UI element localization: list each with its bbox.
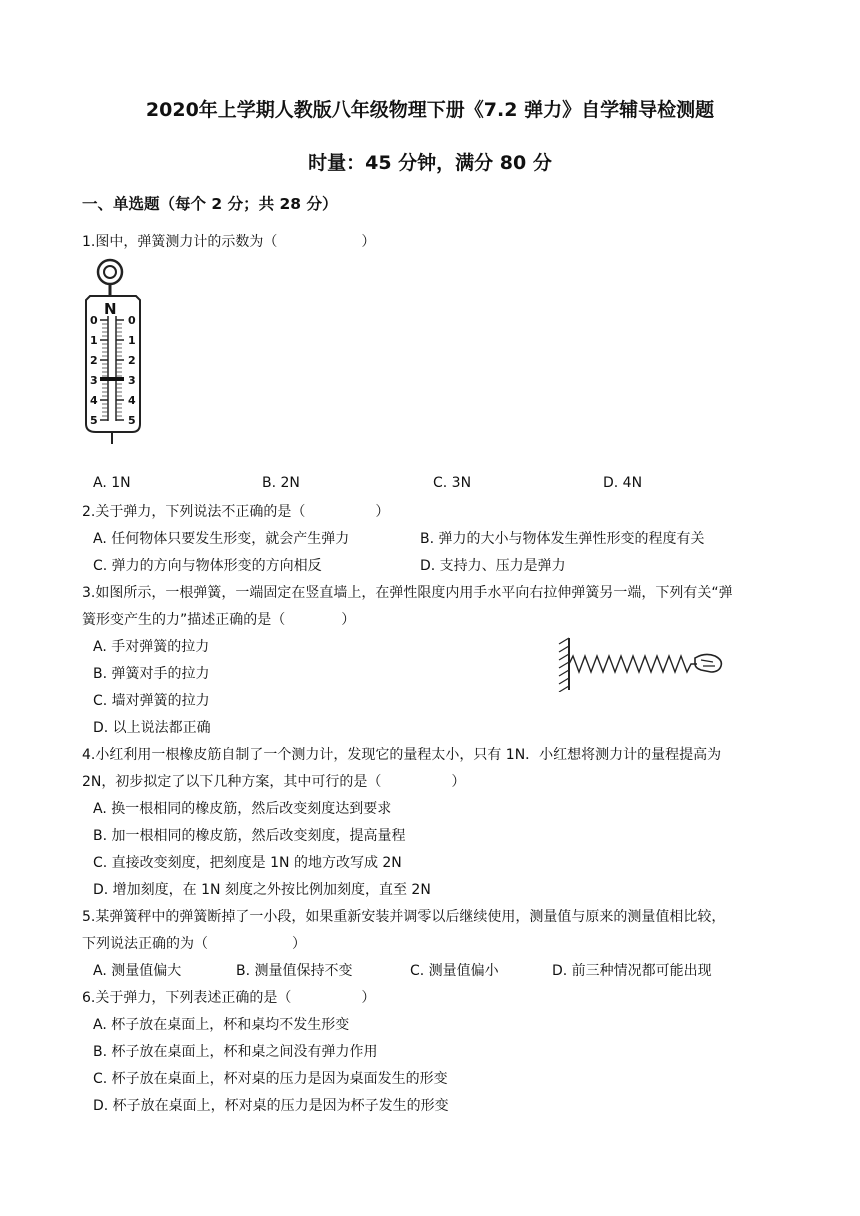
question-4-stem-line1: 4.小红利用一根橡皮筋自制了一个测力计，发现它的量程太小，只有 1N．小红想将测力计的量程提高为: [82, 747, 722, 763]
q5-option-d: D. 前三种情况都可能出现: [552, 963, 712, 979]
question-3-stem-line1: 3.如图所示，一根弹簧，一端固定在竖直墙上，在弹性限度内用手水平向右拉伸弹簧另一端，下列有关“弹: [82, 585, 733, 601]
page-title: 2020年上学期人教版八年级物理下册《7.2 弹力》自学辅导检测题: [145, 99, 715, 121]
question-3-stem-line2: 簧形变产生的力”描述正确的是（ ）: [82, 612, 356, 628]
q3-option-c: C. 墙对弹簧的拉力: [93, 693, 210, 709]
question-4-stem-line2: 2N，初步拟定了以下几种方案，其中可行的是（ ）: [82, 774, 466, 790]
q1-option-d: D. 4N: [603, 475, 643, 491]
question-6-stem: 6.关于弹力，下列表述正确的是（ ）: [82, 990, 376, 1006]
scale-tick-label-left: 3: [90, 374, 98, 387]
q6-option-d: D. 杯子放在桌面上，杯对桌的压力是因为杯子发生的形变: [93, 1098, 449, 1114]
scale-tick-label-left: 2: [90, 354, 98, 367]
scale-tick-label-right: 3: [128, 374, 136, 387]
q1-option-c: C. 3N: [433, 475, 472, 491]
scale-tick-label-left: 4: [90, 394, 98, 407]
q4-option-b: B. 加一根相同的橡皮筋，然后改变刻度，提高量程: [93, 828, 406, 844]
scale-tick-label-right: 1: [128, 334, 136, 347]
q5-option-c: C. 测量值偏小: [410, 963, 499, 979]
scale-tick-label-right: 4: [128, 394, 136, 407]
wall-spring-hand-figure: [555, 636, 725, 692]
question-5-stem-line2: 下列说法正确的为（ ）: [82, 936, 306, 952]
q5-option-b: B. 测量值保持不变: [236, 963, 353, 979]
section-heading: 一、单选题（每个 2 分；共 28 分）: [82, 195, 338, 213]
q6-option-b: B. 杯子放在桌面上，杯和桌之间没有弹力作用: [93, 1044, 378, 1060]
scale-tick-label-left: 5: [90, 414, 98, 427]
scale-tick-label-left: 0: [90, 314, 98, 327]
q2-option-c: C. 弹力的方向与物体形变的方向相反: [93, 558, 322, 574]
q2-option-d: D. 支持力、压力是弹力: [420, 558, 566, 574]
q5-option-a: A. 测量值偏大: [93, 963, 182, 979]
q3-option-b: B. 弹簧对手的拉力: [93, 666, 210, 682]
q3-option-a: A. 手对弹簧的拉力: [93, 639, 210, 655]
scale-unit-label: N: [104, 300, 117, 318]
scale-tick-label-right: 2: [128, 354, 136, 367]
q1-option-a: A. 1N: [93, 475, 131, 491]
q2-option-a: A. 任何物体只要发生形变，就会产生弹力: [93, 531, 350, 547]
q6-option-c: C. 杯子放在桌面上，杯对桌的压力是因为桌面发生的形变: [93, 1071, 448, 1087]
question-5-stem-line1: 5.某弹簧秤中的弹簧断掉了一小段，如果重新安装并调零以后继续使用，测量值与原来的测量值相比较，: [82, 909, 726, 925]
scale-tick-label-left: 1: [90, 334, 98, 347]
q4-option-c: C. 直接改变刻度，把刻度是 1N 的地方改写成 2N: [93, 855, 402, 871]
spring-scale-figure: [78, 256, 158, 446]
q2-option-b: B. 弹力的大小与物体发生弹性形变的程度有关: [420, 531, 705, 547]
scale-tick-label-right: 5: [128, 414, 136, 427]
q4-option-d: D. 增加刻度，在 1N 刻度之外按比例加刻度，直至 2N: [93, 882, 431, 898]
q1-option-b: B. 2N: [262, 475, 300, 491]
q3-option-d: D. 以上说法都正确: [93, 720, 211, 736]
page-subtitle: 时量：45 分钟，满分 80 分: [308, 152, 552, 174]
q4-option-a: A. 换一根相同的橡皮筋，然后改变刻度达到要求: [93, 801, 392, 817]
question-2-stem: 2.关于弹力，下列说法不正确的是（ ）: [82, 504, 390, 520]
question-1-stem: 1.图中，弹簧测力计的示数为（ ）: [82, 234, 376, 250]
scale-tick-label-right: 0: [128, 314, 136, 327]
q6-option-a: A. 杯子放在桌面上，杯和桌均不发生形变: [93, 1017, 350, 1033]
